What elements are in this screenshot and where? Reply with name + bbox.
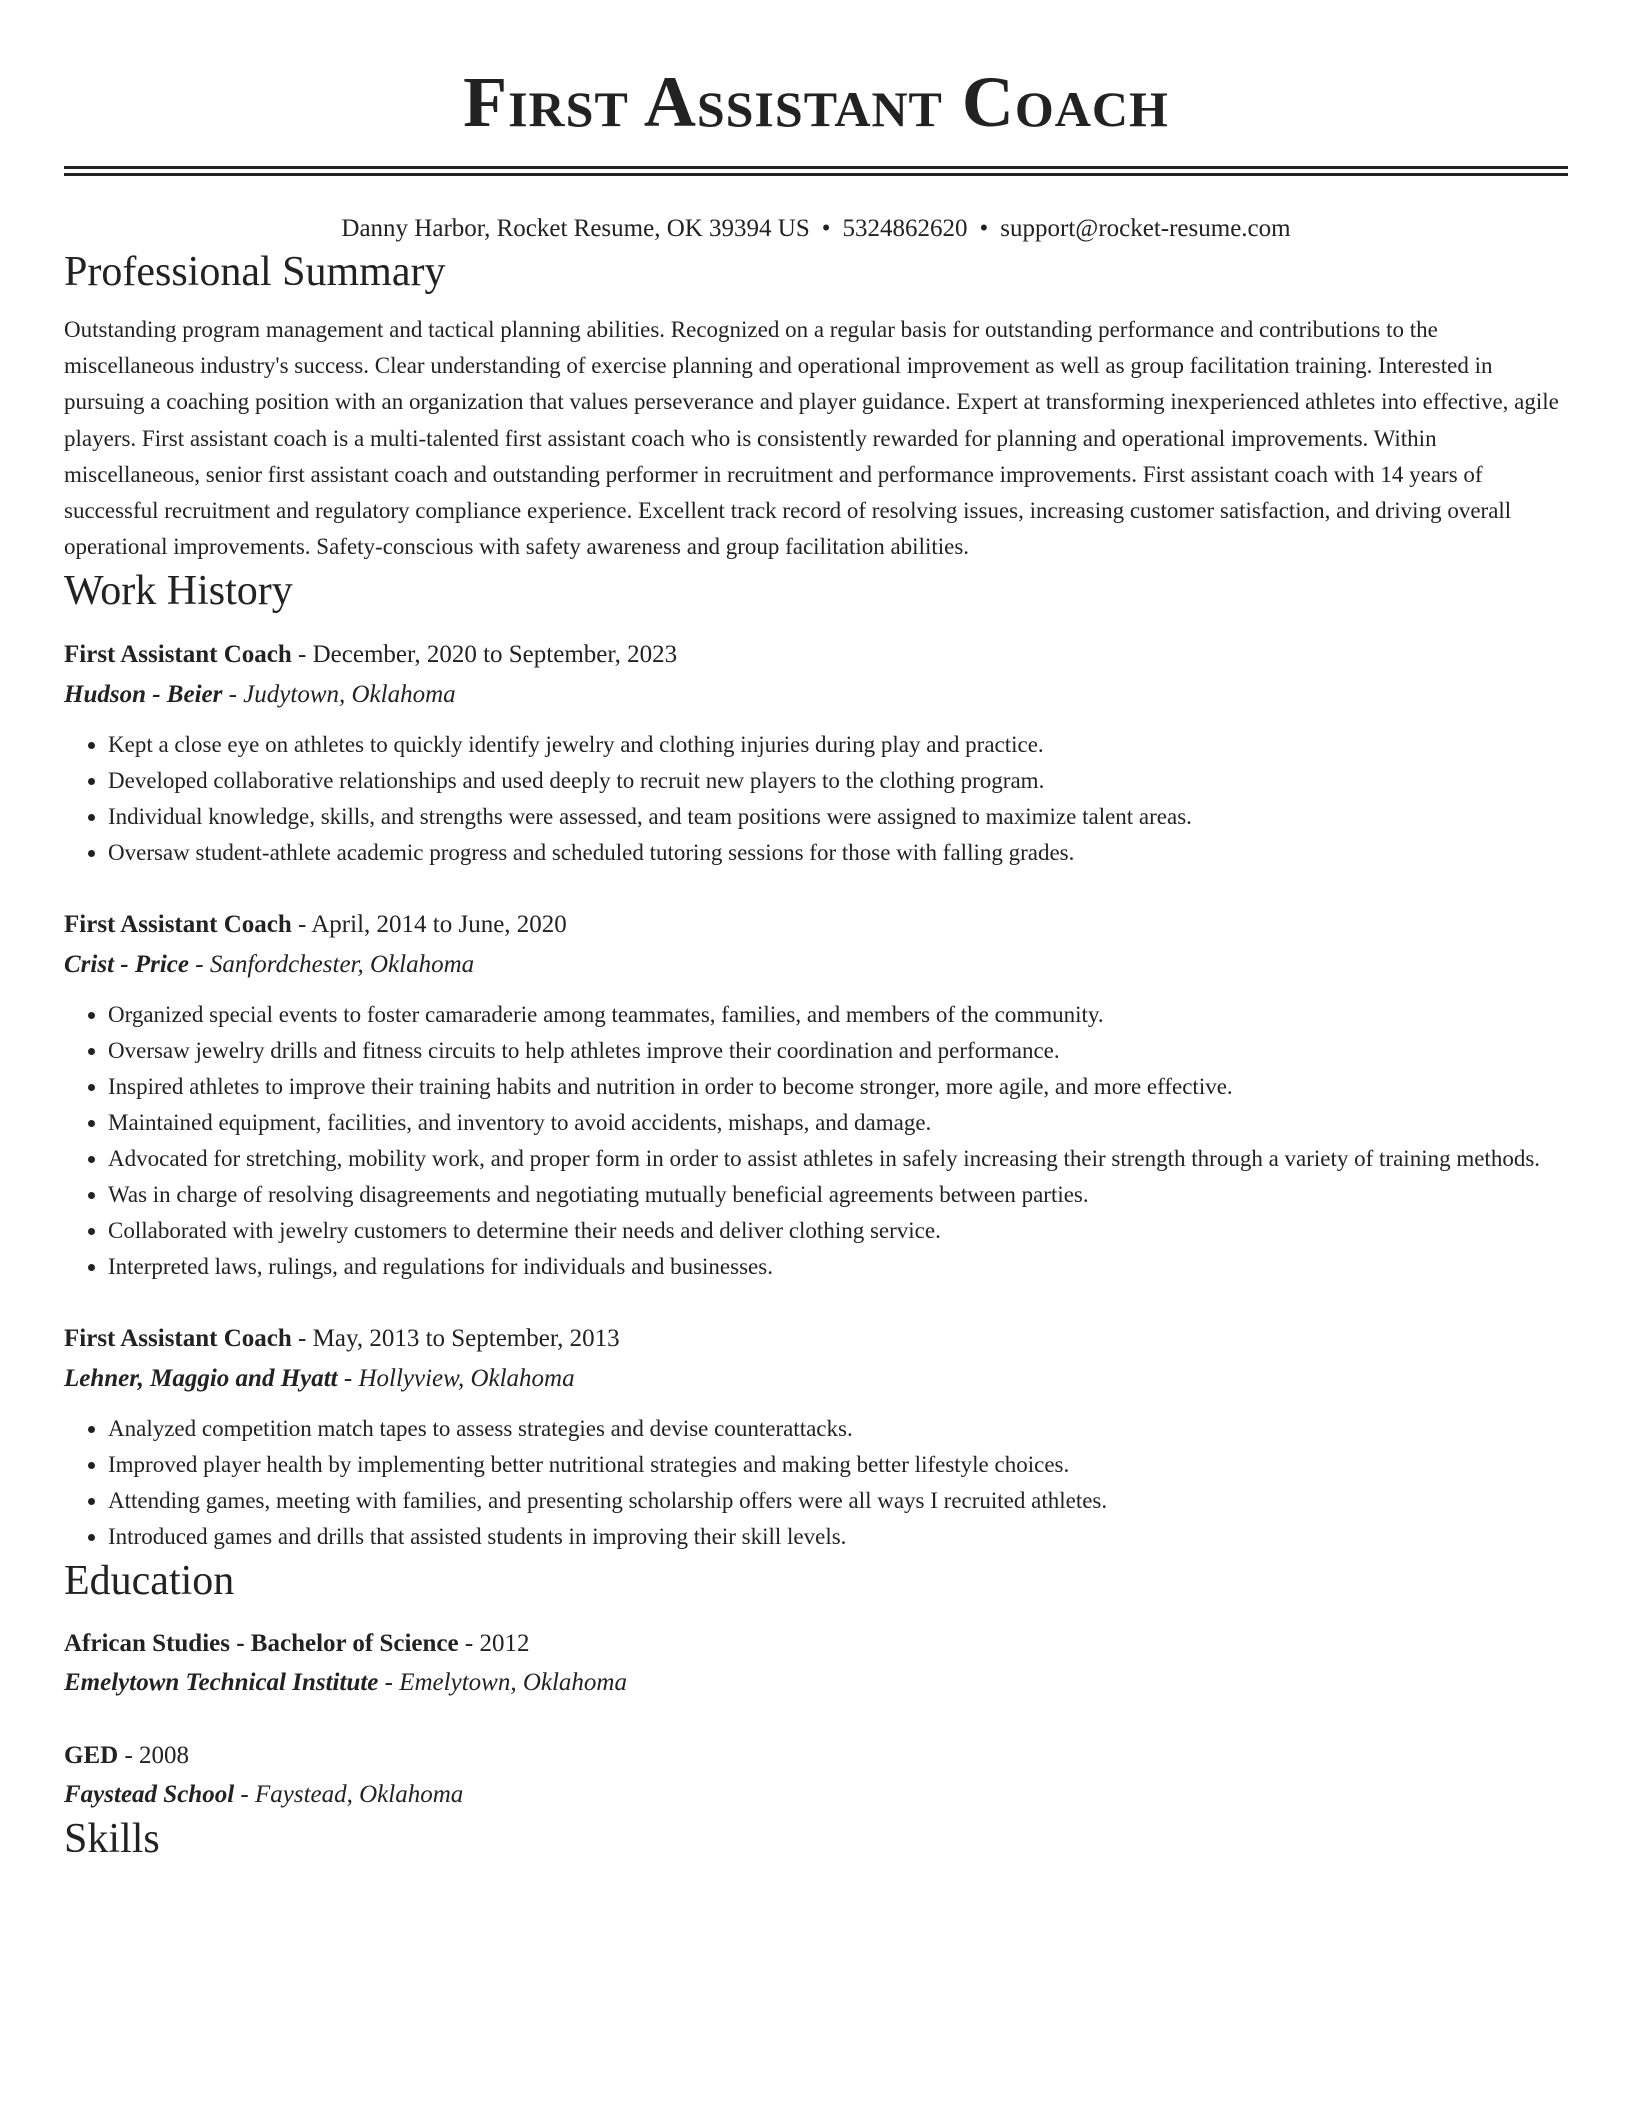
education-degree: GED [64, 1742, 119, 1770]
job-dates: - December, 2020 to September, 2023 [291, 641, 678, 669]
job-bullets [64, 1411, 1568, 1555]
job-dates: - April, 2014 to June, 2020 [291, 911, 567, 939]
education-school-line [64, 1776, 1568, 1813]
education-school: Faystead School [64, 1781, 235, 1809]
list-item: • Oversaw student-athlete academic progress and scheduled tutoring sessions for those with falling grades. [108, 835, 1568, 871]
education-entry [64, 1621, 1568, 1701]
list-item: • Advocated for stretching, mobility work, and proper form in order to assist athletes in safely increasing their strength through a variety of training methods. [108, 1141, 1568, 1177]
title-double-rule [64, 166, 1568, 176]
list-item: • Developed collaborative relationships and used deeply to recruit new players to the clothing program. [108, 763, 1568, 799]
summary-text: Outstanding program management and tactical planning abilities. Recognized on a regular basis for outstanding performance and contributions to the miscellaneous industry's success. Clear understanding of exercise planning and operational improvement as well as group facilitation training. Interested in pursuing a coaching position with an organization that values perseverance and player guidance. Expert at transforming inexperienced athletes into effective, agile players. First assistant coach is a multi-talented first assistant coach who is consistently rewarded for planning and operational improvements. Within miscellaneous, senior first assistant coach and outstanding performer in recruitment and performance improvements. First assistant coach with 14 years of successful recruitment and regulatory compliance experience. Excellent track record of resolving issues, increasing customer satisfaction, and driving overall operational improvements. Safety-conscious with safety awareness and group facilitation abilities. [64, 317, 1559, 560]
contact-line [64, 212, 1568, 246]
education-degree-line [64, 1733, 1568, 1774]
job-title: First Assistant Coach [64, 911, 292, 939]
contact-phone: 5324862620 [842, 215, 968, 242]
education-location: - Faystead, Oklahoma [234, 1781, 464, 1809]
job-title-line [64, 1315, 1568, 1357]
job-bullets [64, 727, 1568, 871]
contact-separator: • [979, 215, 989, 242]
job-title-line [64, 901, 1568, 943]
section-heading-summary: Professional Summary [64, 249, 446, 295]
job-title-line [64, 631, 1568, 673]
job-title: First Assistant Coach [64, 641, 292, 669]
list-item: • Analyzed competition match tapes to assess strategies and devise counterattacks. [108, 1411, 1568, 1447]
education-location: - Emelytown, Oklahoma [378, 1669, 627, 1697]
job-company: Crist - Price [64, 951, 189, 979]
list-item: • Interpreted laws, rulings, and regulations for individuals and businesses. [108, 1249, 1568, 1285]
job-location: - Sanfordchester, Oklahoma [189, 951, 475, 979]
contact-address: Danny Harbor, Rocket Resume, OK 39394 US [341, 215, 810, 242]
education-school: Emelytown Technical Institute [64, 1669, 379, 1697]
job-dates: - May, 2013 to September, 2013 [291, 1325, 620, 1353]
list-item: • Inspired athletes to improve their training habits and nutrition in order to become stronger, more agile, and more effective. [108, 1069, 1568, 1105]
resume-title: First Assistant Coach [463, 62, 1169, 142]
list-item: • Individual knowledge, skills, and strengths were assessed, and team positions were assigned to maximize talent areas. [108, 799, 1568, 835]
education-school-line [64, 1664, 1568, 1701]
education-degree: African Studies - Bachelor of Science [64, 1630, 459, 1658]
list-item: • Oversaw jewelry drills and fitness circuits to help athletes improve their coordination and performance. [108, 1033, 1568, 1069]
list-item: • Organized special events to foster camaraderie among teammates, families, and members of the community. [108, 997, 1568, 1033]
job-company: Hudson - Beier [64, 681, 223, 709]
education-year: - 2012 [458, 1630, 530, 1658]
list-item: • Attending games, meeting with families, and presenting scholarship offers were all ways I recruited athletes. [108, 1483, 1568, 1519]
job-entry [64, 1315, 1568, 1555]
list-item: • Was in charge of resolving disagreements and negotiating mutually beneficial agreements between parties. [108, 1177, 1568, 1213]
section-heading-education: Education [64, 1558, 235, 1605]
contact-separator: • [821, 215, 831, 242]
list-item: • Introduced games and drills that assisted students in improving their skill levels. [108, 1519, 1568, 1555]
job-location: - Hollyview, Oklahoma [337, 1365, 575, 1393]
list-item: • Collaborated with jewelry customers to determine their needs and deliver clothing service. [108, 1213, 1568, 1249]
job-company: Lehner, Maggio and Hyatt [64, 1365, 338, 1393]
job-bullets [64, 997, 1568, 1285]
job-company-line [64, 947, 1568, 983]
job-company-line [64, 677, 1568, 713]
section-heading-skills: Skills [64, 1816, 160, 1863]
education-year: - 2008 [118, 1742, 190, 1770]
list-item: • Maintained equipment, facilities, and inventory to avoid accidents, mishaps, and damage. [108, 1105, 1568, 1141]
job-entry [64, 631, 1568, 871]
job-entry [64, 901, 1568, 1285]
education-entry [64, 1733, 1568, 1813]
section-heading-work-history: Work History [64, 568, 293, 615]
list-item: • Kept a close eye on athletes to quickly identify jewelry and clothing injuries during play and practice. [108, 727, 1568, 763]
list-item: • Improved player health by implementing better nutritional strategies and making better lifestyle choices. [108, 1447, 1568, 1483]
job-title: First Assistant Coach [64, 1325, 292, 1353]
contact-email: support@rocket-resume.com [1000, 215, 1291, 242]
job-location: - Judytown, Oklahoma [222, 681, 456, 709]
job-company-line [64, 1361, 1568, 1397]
education-degree-line [64, 1621, 1568, 1662]
